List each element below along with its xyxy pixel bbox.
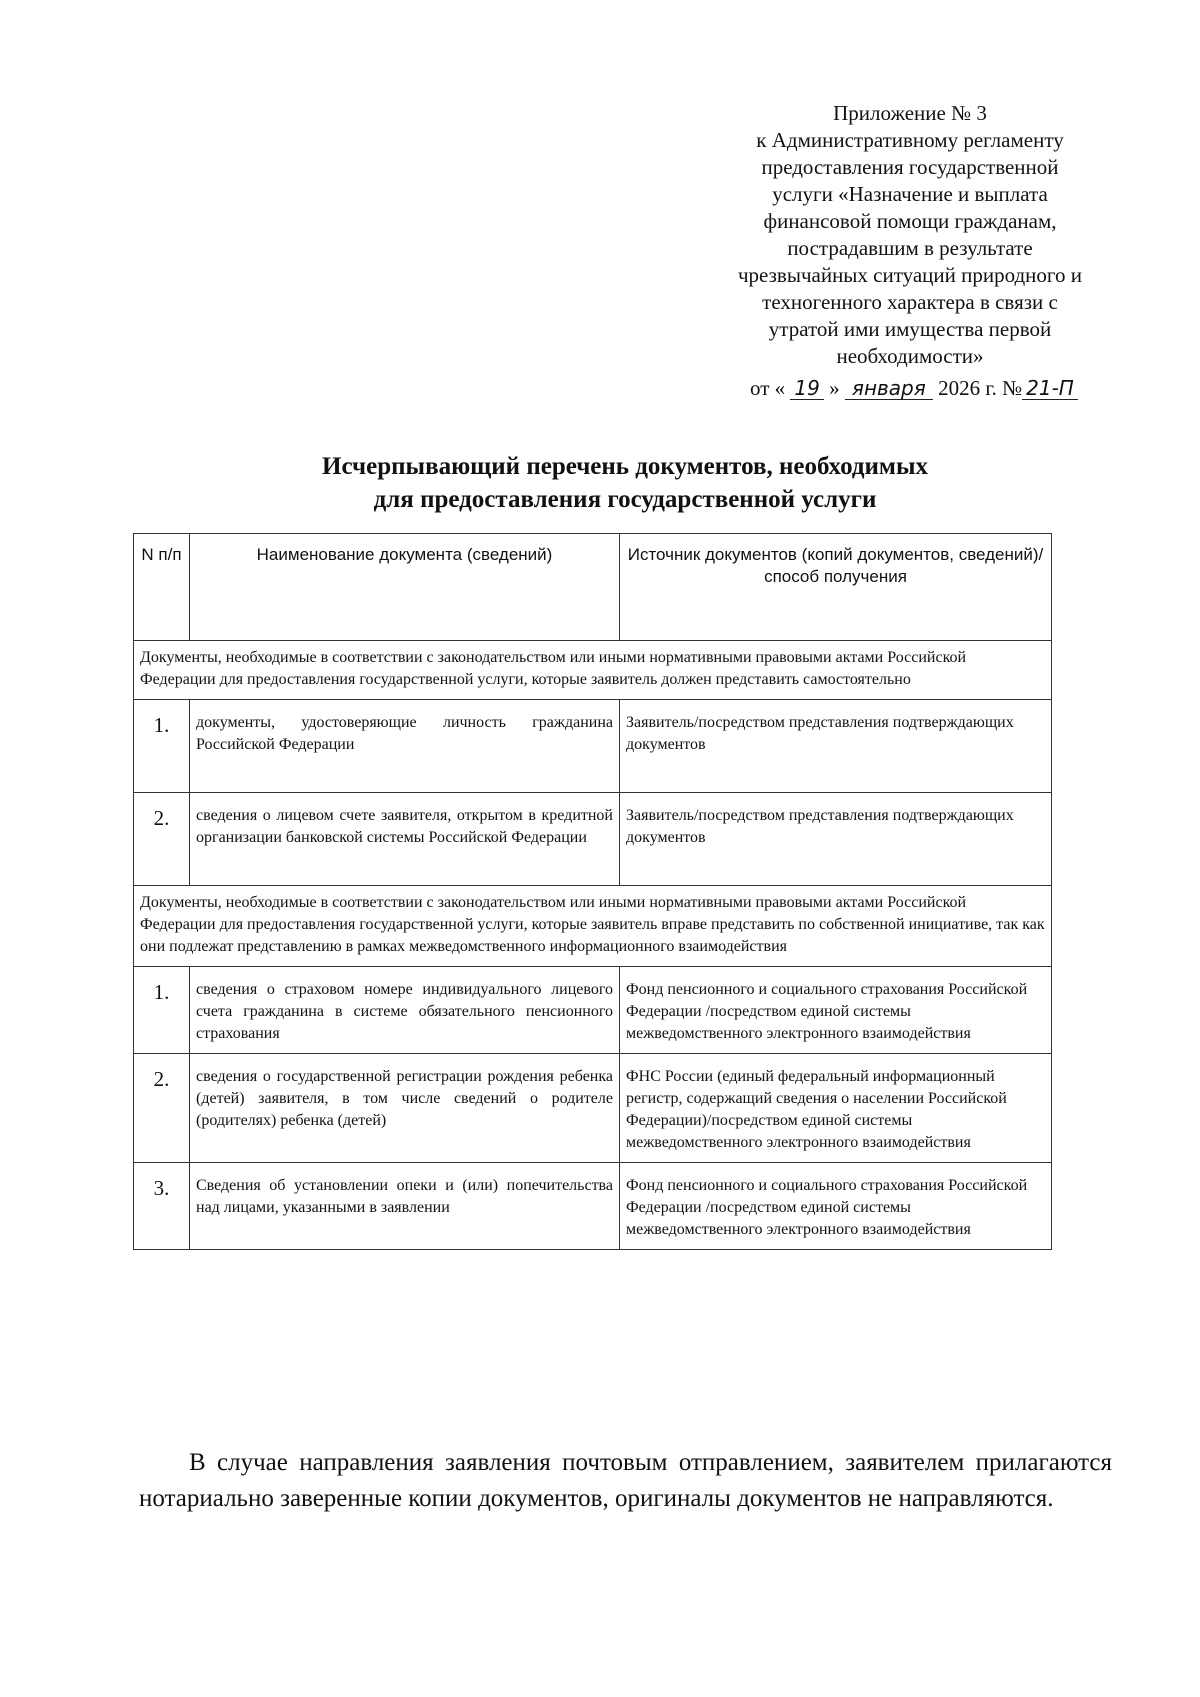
appendix-line: услуги «Назначение и выплата: [772, 182, 1048, 206]
appendix-line: техногенного характера в связи с: [762, 290, 1058, 314]
row-document-name: сведения о государственной регистрации рождения ребенка (детей) заявителя, в том числе сведений о родителе (родителях) ребенка (детей): [190, 1054, 620, 1163]
row-source: Заявитель/посредством представления подтверждающих документов: [620, 700, 1052, 793]
row-source: Заявитель/посредством представления подтверждающих документов: [620, 793, 1052, 886]
date-line: [750, 376, 1078, 401]
appendix-line: финансовой помощи гражданам,: [763, 209, 1057, 233]
appendix-line: Приложение № 3: [833, 101, 987, 125]
row-document-name: сведения о страховом номере индивидуального лицевого счета гражданина в системе обязательного пенсионного страхования: [190, 967, 620, 1054]
section-row: [134, 641, 1052, 700]
table-row: [134, 1163, 1052, 1250]
section-2-text: Документы, необходимые в соответствии с законодательством или иными нормативными правовыми актами Российской Федерации для предоставления государственной услуги, которые заявитель вправе представить по собственной инициативе, так как они подлежат представлению в рамках межведомственного информационного взаимодействия: [134, 886, 1052, 967]
section-1-text: Документы, необходимые в соответствии с законодательством или иными нормативными правовыми актами Российской Федерации для предоставления государственной услуги, которые заявитель должен представить самостоятельно: [134, 641, 1052, 700]
documents-table: [133, 533, 1052, 1250]
footer-paragraph: [139, 1445, 1112, 1517]
date-year: 2026 г. №: [938, 376, 1023, 400]
table-row: [134, 1054, 1052, 1163]
title-line-2: для предоставления государственной услуги: [373, 486, 877, 513]
footer-text: В случае направления заявления почтовым отправлением, заявителем прилагаются нотариально заверенные копии документов, оригиналы документов не направляются.: [139, 1449, 1112, 1512]
title-line-1: Исчерпывающий перечень документов, необходимых: [322, 453, 928, 480]
header-document-name: Наименование документа (сведений): [190, 534, 620, 641]
row-number: 3.: [134, 1163, 190, 1250]
date-prefix: от «: [750, 376, 786, 400]
date-day-handwritten: 19: [790, 377, 823, 400]
appendix-line: к Административному регламенту: [756, 128, 1064, 152]
row-number: 2.: [134, 793, 190, 886]
doc-number-handwritten: 21-П: [1022, 377, 1078, 400]
appendix-header: [690, 100, 1130, 370]
row-document-name: Сведения об установлении опеки и (или) попечительства над лицами, указанными в заявлении: [190, 1163, 620, 1250]
date-month-handwritten: января: [845, 377, 933, 400]
table-header-row: [134, 534, 1052, 641]
row-number: 1.: [134, 700, 190, 793]
date-mid: »: [829, 376, 840, 400]
header-source: Источник документов (копий документов, сведений)/ способ получения: [620, 534, 1052, 641]
table-row: [134, 700, 1052, 793]
row-document-name: сведения о лицевом счете заявителя, открытом в кредитной организации банковской системы Российской Федерации: [190, 793, 620, 886]
row-number: 2.: [134, 1054, 190, 1163]
document-title: [160, 450, 1090, 516]
table-row: [134, 793, 1052, 886]
appendix-line: чрезвычайных ситуаций природного и: [737, 263, 1083, 287]
table-row: [134, 967, 1052, 1054]
appendix-line: пострадавшим в результате: [787, 236, 1033, 260]
appendix-line: утратой ими имущества первой: [768, 317, 1052, 341]
header-number: N п/п: [134, 534, 190, 641]
row-source: Фонд пенсионного и социального страхования Российской Федерации /посредством единой системы межведомственного электронного взаимодействия: [620, 1163, 1052, 1250]
row-source: Фонд пенсионного и социального страхования Российской Федерации /посредством единой системы межведомственного электронного взаимодействия: [620, 967, 1052, 1054]
appendix-line: предоставления государственной: [761, 155, 1059, 179]
appendix-line: необходимости»: [836, 344, 984, 368]
row-number: 1.: [134, 967, 190, 1054]
row-document-name: документы, удостоверяющие личность гражданина Российской Федерации: [190, 700, 620, 793]
row-source: ФНС России (единый федеральный информационный регистр, содержащий сведения о населении Российской Федерации)/посредством единой системы межведомственного электронного взаимодействия: [620, 1054, 1052, 1163]
section-row: [134, 886, 1052, 967]
